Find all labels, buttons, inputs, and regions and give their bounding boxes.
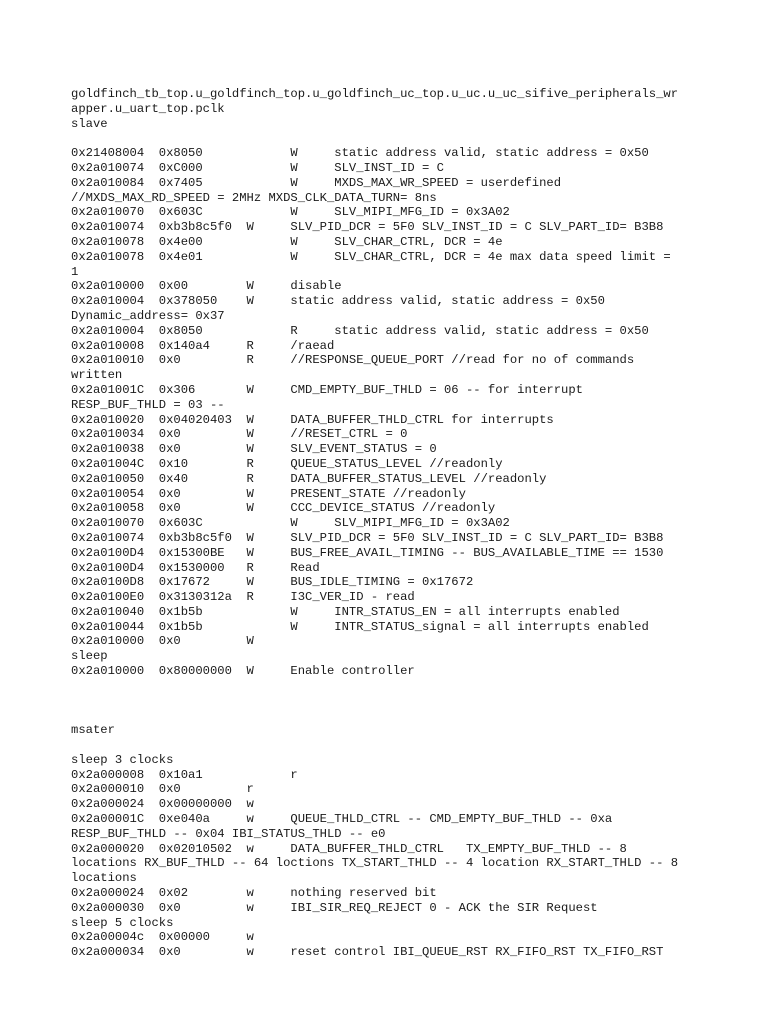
- text-line: 0x21408004 0x8050 W static address valid, static address = 0x50: [71, 146, 649, 161]
- text-line: 0x2a010000 0x80000000 W Enable controller: [71, 664, 415, 679]
- text-line: slave: [71, 116, 108, 131]
- text-line: 0x2a010074 0xb3b8c5f0 W SLV_PID_DCR = 5F0 SLV_INST_ID = C SLV_PART_ID= B3B8: [71, 220, 664, 235]
- text-line: 0x2a010084 0x7405 W MXDS_MAX_WR_SPEED = userdefined: [71, 175, 562, 190]
- text-line: 0x2a01004C 0x10 R QUEUE_STATUS_LEVEL //readonly: [71, 456, 503, 471]
- text-line: 0x2a010004 0x378050 W static address valid, static address = 0x50: [71, 294, 605, 309]
- text-line: 0x2a0100E0 0x3130312a R I3C_VER_ID - read: [71, 590, 415, 605]
- text-line: 0x2a010070 0x603C W SLV_MIPI_MFG_ID = 0x3A02: [71, 205, 510, 220]
- text-line: 0x2a010000 0x00 W disable: [71, 279, 342, 294]
- text-line: 0x2a00001C 0xe040a w QUEUE_THLD_CTRL -- CMD_EMPTY_BUF_THLD -- 0xa: [71, 812, 613, 827]
- document-page: [71, 87, 711, 960]
- text-line: 0x2a010004 0x8050 R static address valid, static address = 0x50: [71, 323, 649, 338]
- text-line: 0x2a010054 0x0 W PRESENT_STATE //readonly: [71, 486, 466, 501]
- text-line: msater: [71, 723, 115, 738]
- text-line: 0x2a000020 0x02010502 w DATA_BUFFER_THLD_CTRL TX_EMPTY_BUF_THLD -- 8: [71, 841, 627, 856]
- blank-line: [71, 131, 711, 146]
- text-line: 0x2a010078 0x4e01 W SLV_CHAR_CTRL, DCR = 4e max data speed limit =: [71, 249, 671, 264]
- text-line: locations: [71, 871, 137, 886]
- text-line: 0x2a010078 0x4e00 W SLV_CHAR_CTRL, DCR = 4e: [71, 234, 503, 249]
- text-line: 0x2a000034 0x0 w reset control IBI_QUEUE_RST RX_FIFO_RST TX_FIFO_RST: [71, 945, 664, 960]
- text-line: sleep 3 clocks: [71, 752, 174, 767]
- text-line: apper.u_uart_top.pclk: [71, 101, 225, 116]
- text-line: 0x2a010050 0x40 R DATA_BUFFER_STATUS_LEVEL //readonly: [71, 471, 547, 486]
- text-line: goldfinch_tb_top.u_goldfinch_top.u_goldfinch_uc_top.u_uc.u_uc_sifive_peripherals_wr: [71, 87, 679, 101]
- text-line: 0x2a010074 0xC000 W SLV_INST_ID = C: [71, 160, 444, 175]
- text-line: 0x2a010020 0x04020403 W DATA_BUFFER_THLD_CTRL for interrupts: [71, 412, 554, 427]
- text-line: sleep 5 clocks: [71, 915, 174, 930]
- text-line: 0x2a000010 0x0 r: [71, 782, 254, 797]
- text-line: 0x2a010000 0x0 W: [71, 634, 254, 649]
- text-line: 0x2a01001C 0x306 W CMD_EMPTY_BUF_THLD = 06 -- for interrupt: [71, 382, 583, 397]
- text-line: locations RX_BUF_THLD -- 64 loctions TX_START_THLD -- 4 location RX_START_THLD -- 8: [71, 856, 679, 871]
- text-line: 0x2a000024 0x02 w nothing reserved bit: [71, 886, 437, 901]
- text-line: 1: [71, 264, 79, 279]
- text-line: 0x2a00004c 0x00000 w: [71, 930, 254, 945]
- blank-line: [71, 738, 711, 753]
- text-line: RESP_BUF_THLD -- 0x04 IBI_STATUS_THLD -- e0: [71, 826, 386, 841]
- register-log: [71, 87, 711, 960]
- text-line: //MXDS_MAX_RD_SPEED = 2MHz MXDS_CLK_DATA_TURN= 8ns: [71, 190, 437, 205]
- text-line: RESP_BUF_THLD = 03 --: [71, 397, 225, 412]
- text-line: 0x2a0100D4 0x1530000 R Read: [71, 560, 320, 575]
- blank-line: [71, 694, 711, 709]
- text-line: 0x2a010040 0x1b5b W INTR_STATUS_EN = all interrupts enabled: [71, 604, 620, 619]
- text-line: 0x2a000024 0x00000000 w: [71, 797, 254, 812]
- text-line: 0x2a0100D4 0x15300BE W BUS_FREE_AVAIL_TIMING -- BUS_AVAILABLE_TIME == 1530: [71, 545, 664, 560]
- text-line: 0x2a000008 0x10a1 r: [71, 767, 298, 782]
- text-line: 0x2a010008 0x140a4 R /raead: [71, 338, 335, 353]
- text-line: 0x2a010044 0x1b5b W INTR_STATUS_signal = all interrupts enabled: [71, 619, 649, 634]
- text-line: 0x2a010010 0x0 R //RESPONSE_QUEUE_PORT //read for no of commands: [71, 353, 635, 368]
- text-line: 0x2a000030 0x0 w IBI_SIR_REQ_REJECT 0 - ACK the SIR Request: [71, 900, 598, 915]
- text-line: 0x2a010034 0x0 W //RESET_CTRL = 0: [71, 427, 408, 442]
- text-line: 0x2a010074 0xb3b8c5f0 W SLV_PID_DCR = 5F0 SLV_INST_ID = C SLV_PART_ID= B3B8: [71, 530, 664, 545]
- text-line: sleep: [71, 649, 108, 664]
- text-line: Dynamic_address= 0x37: [71, 308, 225, 323]
- text-line: 0x2a010058 0x0 W CCC_DEVICE_STATUS //readonly: [71, 501, 496, 516]
- text-line: 0x2a010038 0x0 W SLV_EVENT_STATUS = 0: [71, 442, 437, 457]
- blank-line: [71, 679, 711, 694]
- text-line: 0x2a0100D8 0x17672 W BUS_IDLE_TIMING = 0x17672: [71, 575, 474, 590]
- text-line: 0x2a010070 0x603C W SLV_MIPI_MFG_ID = 0x3A02: [71, 516, 510, 531]
- text-line: written: [71, 368, 123, 383]
- blank-line: [71, 708, 711, 723]
